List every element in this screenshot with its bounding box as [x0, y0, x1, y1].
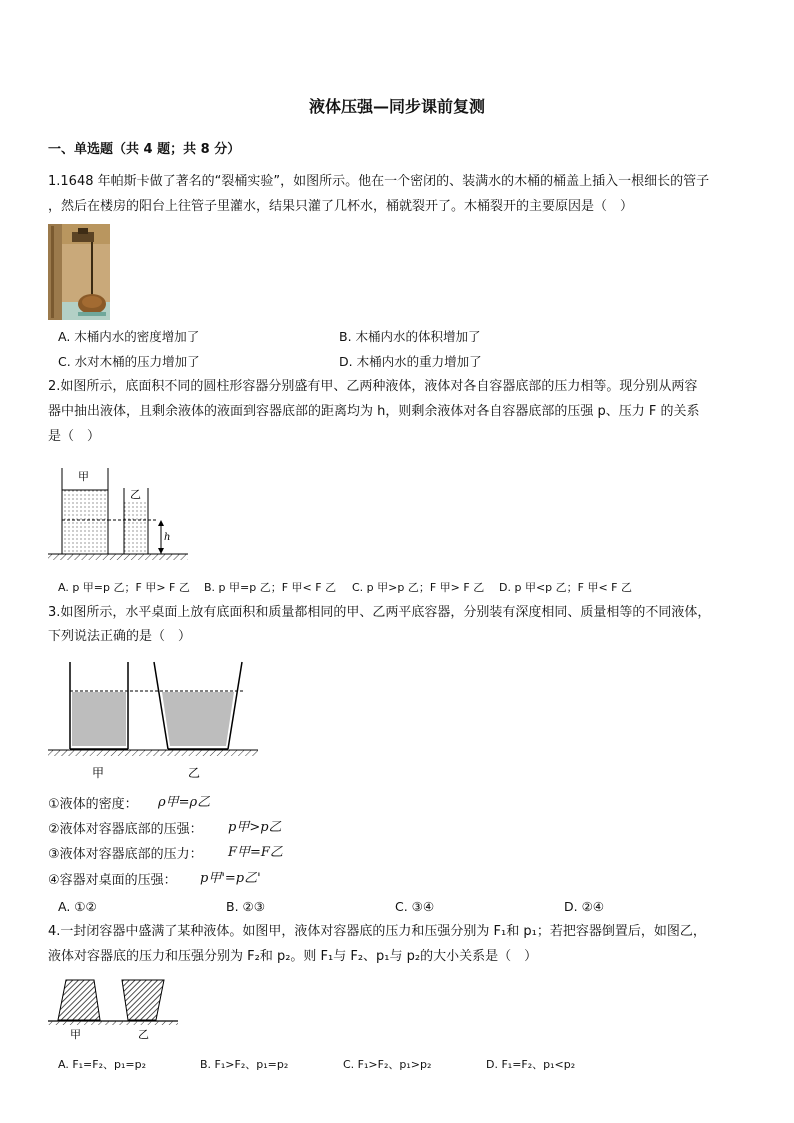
q3-label-yi: 乙 [188, 766, 201, 780]
q4-option-d[interactable]: D. F₁=F₂、p₁<p₂ [486, 1058, 576, 1071]
q3-statement-3: ③液体对容器底部的压力： [48, 847, 203, 862]
q2-option-a[interactable]: A. p 甲=p 乙；F 甲> F 乙 [58, 581, 190, 594]
q1-option-d[interactable]: D. 木桶内水的重力增加了 [339, 354, 482, 369]
q2-option-d[interactable]: D. p 甲<p 乙；F 甲< F 乙 [499, 581, 632, 594]
q1-stem-line2: ，然后在楼房的阳台上往管子里灌水，结果只灌了几杯水，桶就裂开了。木桶裂开的主要原因是（ ） [48, 199, 634, 214]
q3-statement-3-formula: F甲=F乙 [228, 845, 283, 860]
q3-option-a[interactable]: A. ①② [58, 899, 97, 914]
q4-stem-line2: 液体对容器底的压力和压强分别为 F₂和 p₂。则 F₁与 F₂、p₁与 p₂的大小关系是（ ） [48, 949, 538, 964]
q3-option-d[interactable]: D. ②④ [564, 899, 604, 914]
q4-option-b[interactable]: B. F₁>F₂、p₁=p₂ [200, 1058, 289, 1071]
q1-stem-line1: 1.1648 年帕斯卡做了著名的“裂桶实验”，如图所示。他在一个密闭的、装满水的木桶的桶盖上插入一根细长的管子 [48, 174, 710, 189]
q2-stem-line1: 2.如图所示，底面积不同的圆柱形容器分别盛有甲、乙两种液体，液体对各自容器底部的压力相等。现分别从两容 [48, 379, 698, 394]
q1-option-a[interactable]: A. 木桶内水的密度增加了 [58, 329, 200, 344]
q2-stem-line3: 是（ ） [48, 429, 101, 444]
q3-statement-4-formula: p甲'=p乙' [200, 871, 261, 886]
q3-statement-2-formula: p甲>p乙 [228, 820, 282, 835]
q3-stem-line1: 3.如图所示，水平桌面上放有底面积和质量都相同的甲、乙两平底容器，分别装有深度相同、质量相等的不同液体， [48, 605, 711, 620]
q3-statement-1-formula: ρ甲=ρ乙 [158, 795, 211, 810]
q4-stem-line1: 4.一封闭容器中盛满了某种液体。如图甲，液体对容器底的压力和压强分别为 F₁和 p₁；若把容器倒置后，如图乙， [48, 924, 706, 939]
q2-stem-line2: 器中抽出液体，且剩余液体的液面到容器底部的距离均为 h，则剩余液体对各自容器底部的压强 p、压力 F 的关系 [48, 404, 700, 419]
q3-label-jia: 甲 [92, 766, 105, 780]
q3-statement-1: ①液体的密度： [48, 797, 138, 812]
section-heading: 一、单选题（共 4 题；共 8 分） [48, 142, 241, 157]
q3-option-c[interactable]: C. ③④ [395, 899, 435, 914]
q2-label-yi: 乙 [130, 488, 141, 501]
q3-statement-4: ④容器对桌面的压强： [48, 873, 177, 888]
page-title: 液体压强—同步课前复测 [308, 97, 485, 116]
barrel-experiment-image [48, 224, 110, 320]
q2-option-b[interactable]: B. p 甲=p 乙；F 甲< F 乙 [204, 581, 337, 594]
q4-containers-figure [48, 976, 178, 1046]
q1-option-b[interactable]: B. 木桶内水的体积增加了 [339, 329, 481, 344]
q1-option-c[interactable]: C. 水对木桶的压力增加了 [58, 354, 200, 369]
q4-label-yi: 乙 [138, 1028, 149, 1041]
q4-option-a[interactable]: A. F₁=F₂、p₁=p₂ [58, 1058, 147, 1071]
q3-option-b[interactable]: B. ②③ [226, 899, 265, 914]
q3-containers-figure [48, 656, 258, 784]
q2-option-c[interactable]: C. p 甲>p 乙；F 甲> F 乙 [352, 581, 485, 594]
q2-containers-figure [48, 466, 188, 564]
q2-label-h: h [164, 532, 171, 543]
q4-label-jia: 甲 [70, 1028, 81, 1041]
q3-statement-2: ②液体对容器底部的压强： [48, 822, 203, 837]
q3-stem-line2: 下列说法正确的是（ ） [48, 629, 192, 644]
q4-option-c[interactable]: C. F₁>F₂、p₁>p₂ [343, 1058, 432, 1071]
q2-label-jia: 甲 [78, 470, 89, 483]
